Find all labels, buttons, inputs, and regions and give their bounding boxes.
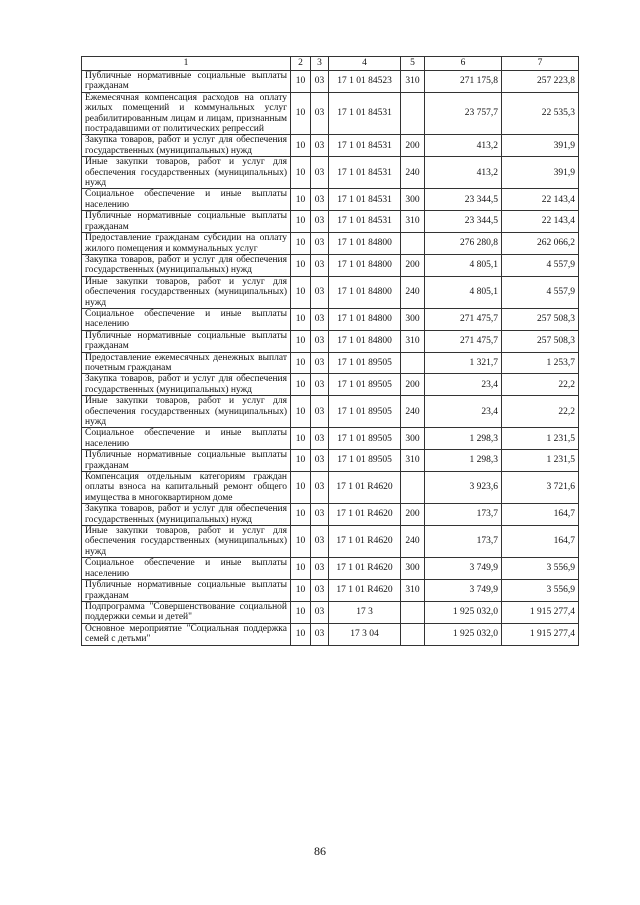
section-cell: 10 bbox=[291, 558, 311, 580]
section-cell: 10 bbox=[291, 450, 311, 472]
amount-cell-7: 1 231,5 bbox=[502, 450, 579, 472]
section-cell: 10 bbox=[291, 92, 311, 135]
subsection-cell: 03 bbox=[311, 396, 329, 428]
amount-cell-6: 173,7 bbox=[425, 526, 502, 558]
target-article-cell: 17 1 01 84800 bbox=[329, 254, 401, 276]
target-article-cell: 17 1 01 89505 bbox=[329, 450, 401, 472]
amount-cell-7: 1 253,7 bbox=[502, 352, 579, 374]
expense-type-cell bbox=[401, 601, 425, 623]
subsection-cell: 03 bbox=[311, 580, 329, 602]
target-article-cell: 17 1 01 84531 bbox=[329, 92, 401, 135]
expense-type-cell bbox=[401, 472, 425, 504]
amount-cell-6: 23 344,5 bbox=[425, 189, 502, 211]
subsection-cell: 03 bbox=[311, 352, 329, 374]
expense-type-cell: 310 bbox=[401, 580, 425, 602]
section-cell: 10 bbox=[291, 135, 311, 157]
section-cell: 10 bbox=[291, 472, 311, 504]
expense-type-cell: 200 bbox=[401, 504, 425, 526]
amount-cell-6: 276 280,8 bbox=[425, 233, 502, 255]
amount-cell-6: 413,2 bbox=[425, 135, 502, 157]
amount-cell-6: 4 805,1 bbox=[425, 276, 502, 308]
expense-type-cell: 300 bbox=[401, 428, 425, 450]
description-cell: Публичные нормативные социальные выплаты гражданам bbox=[82, 580, 291, 602]
amount-cell-6: 1 298,3 bbox=[425, 450, 502, 472]
subsection-cell: 03 bbox=[311, 428, 329, 450]
description-cell: Закупка товаров, работ и услуг для обеспечения государственных (муниципальных) нужд bbox=[82, 374, 291, 396]
description-cell: Публичные нормативные социальные выплаты гражданам bbox=[82, 71, 291, 93]
section-cell: 10 bbox=[291, 526, 311, 558]
expense-type-cell: 200 bbox=[401, 374, 425, 396]
target-article-cell: 17 1 01 R4620 bbox=[329, 526, 401, 558]
amount-cell-6: 173,7 bbox=[425, 504, 502, 526]
target-article-cell: 17 3 bbox=[329, 601, 401, 623]
subsection-cell: 03 bbox=[311, 308, 329, 330]
amount-cell-6: 1 925 032,0 bbox=[425, 623, 502, 645]
target-article-cell: 17 1 01 84800 bbox=[329, 233, 401, 255]
amount-cell-7: 391,9 bbox=[502, 157, 579, 189]
amount-cell-7: 22 535,3 bbox=[502, 92, 579, 135]
subsection-cell: 03 bbox=[311, 558, 329, 580]
target-article-cell: 17 1 01 84800 bbox=[329, 276, 401, 308]
subsection-cell: 03 bbox=[311, 504, 329, 526]
table-row bbox=[82, 601, 579, 623]
amount-cell-7: 22,2 bbox=[502, 374, 579, 396]
amount-cell-7: 3 721,6 bbox=[502, 472, 579, 504]
expense-type-cell bbox=[401, 92, 425, 135]
table-row bbox=[82, 580, 579, 602]
amount-cell-6: 1 321,7 bbox=[425, 352, 502, 374]
description-cell: Публичные нормативные социальные выплаты гражданам bbox=[82, 450, 291, 472]
amount-cell-6: 23,4 bbox=[425, 396, 502, 428]
section-cell: 10 bbox=[291, 352, 311, 374]
expense-type-cell bbox=[401, 233, 425, 255]
amount-cell-6: 3 749,9 bbox=[425, 558, 502, 580]
subsection-cell: 03 bbox=[311, 450, 329, 472]
description-cell: Социальное обеспечение и иные выплаты населению bbox=[82, 189, 291, 211]
section-cell: 10 bbox=[291, 189, 311, 211]
table-row bbox=[82, 189, 579, 211]
table-row bbox=[82, 558, 579, 580]
description-cell: Социальное обеспечение и иные выплаты населению bbox=[82, 308, 291, 330]
target-article-cell: 17 1 01 84800 bbox=[329, 330, 401, 352]
target-article-cell: 17 1 01 89505 bbox=[329, 428, 401, 450]
expense-type-cell: 300 bbox=[401, 308, 425, 330]
amount-cell-6: 3 923,6 bbox=[425, 472, 502, 504]
amount-cell-7: 257 508,3 bbox=[502, 330, 579, 352]
subsection-cell: 03 bbox=[311, 157, 329, 189]
table-row bbox=[82, 396, 579, 428]
section-cell: 10 bbox=[291, 428, 311, 450]
table-row bbox=[82, 233, 579, 255]
expense-type-cell bbox=[401, 352, 425, 374]
amount-cell-7: 257 223,8 bbox=[502, 71, 579, 93]
section-cell: 10 bbox=[291, 211, 311, 233]
expense-type-cell: 240 bbox=[401, 396, 425, 428]
table-row bbox=[82, 92, 579, 135]
amount-cell-7: 1 915 277,4 bbox=[502, 601, 579, 623]
amount-cell-7: 22 143,4 bbox=[502, 189, 579, 211]
target-article-cell: 17 1 01 84531 bbox=[329, 135, 401, 157]
expense-type-cell: 300 bbox=[401, 558, 425, 580]
page-number: 86 bbox=[314, 844, 326, 858]
target-article-cell: 17 1 01 89505 bbox=[329, 352, 401, 374]
expense-type-cell: 240 bbox=[401, 157, 425, 189]
table-row bbox=[82, 450, 579, 472]
description-cell: Иные закупки товаров, работ и услуг для обеспечения государственных (муниципальных) нужд bbox=[82, 396, 291, 428]
amount-cell-7: 4 557,9 bbox=[502, 276, 579, 308]
amount-cell-6: 271 475,7 bbox=[425, 330, 502, 352]
amount-cell-6: 1 298,3 bbox=[425, 428, 502, 450]
expense-type-cell: 240 bbox=[401, 526, 425, 558]
table-row bbox=[82, 428, 579, 450]
table-row bbox=[82, 308, 579, 330]
table-row bbox=[82, 211, 579, 233]
section-cell: 10 bbox=[291, 504, 311, 526]
description-cell: Иные закупки товаров, работ и услуг для обеспечения государственных (муниципальных) нужд bbox=[82, 157, 291, 189]
amount-cell-7: 164,7 bbox=[502, 504, 579, 526]
table-row bbox=[82, 254, 579, 276]
description-cell: Ежемесячная компенсация расходов на оплату жилых помещений и коммунальных услуг реабилитированным лицам и лицам, признанным пострадавшими от политических репрессий bbox=[82, 92, 291, 135]
amount-cell-7: 1 231,5 bbox=[502, 428, 579, 450]
description-cell: Компенсация отдельным категориям граждан оплаты взноса на капитальный ремонт общего имущества в многоквартирном доме bbox=[82, 472, 291, 504]
target-article-cell: 17 1 01 R4620 bbox=[329, 580, 401, 602]
table-row bbox=[82, 504, 579, 526]
expense-type-cell: 300 bbox=[401, 189, 425, 211]
amount-cell-7: 3 556,9 bbox=[502, 558, 579, 580]
subsection-cell: 03 bbox=[311, 233, 329, 255]
amount-cell-7: 3 556,9 bbox=[502, 580, 579, 602]
table-row bbox=[82, 71, 579, 93]
section-cell: 10 bbox=[291, 623, 311, 645]
table-row bbox=[82, 472, 579, 504]
subsection-cell: 03 bbox=[311, 211, 329, 233]
description-cell: Социальное обеспечение и иные выплаты населению bbox=[82, 428, 291, 450]
amount-cell-7: 257 508,3 bbox=[502, 308, 579, 330]
amount-cell-6: 23 344,5 bbox=[425, 211, 502, 233]
subsection-cell: 03 bbox=[311, 71, 329, 93]
table-row bbox=[82, 157, 579, 189]
expense-type-cell: 240 bbox=[401, 276, 425, 308]
description-cell: Иные закупки товаров, работ и услуг для обеспечения государственных (муниципальных) нужд bbox=[82, 526, 291, 558]
description-cell: Предоставление гражданам субсидии на оплату жилого помещения и коммунальных услуг bbox=[82, 233, 291, 255]
amount-cell-7: 22,2 bbox=[502, 396, 579, 428]
subsection-cell: 03 bbox=[311, 254, 329, 276]
amount-cell-7: 262 066,2 bbox=[502, 233, 579, 255]
target-article-cell: 17 1 01 84800 bbox=[329, 308, 401, 330]
table-row bbox=[82, 526, 579, 558]
subsection-cell: 03 bbox=[311, 330, 329, 352]
target-article-cell: 17 1 01 84531 bbox=[329, 211, 401, 233]
subsection-cell: 03 bbox=[311, 623, 329, 645]
amount-cell-7: 391,9 bbox=[502, 135, 579, 157]
column-header: 5 bbox=[401, 57, 425, 71]
amount-cell-6: 413,2 bbox=[425, 157, 502, 189]
expense-type-cell: 310 bbox=[401, 71, 425, 93]
expense-type-cell bbox=[401, 623, 425, 645]
description-cell: Закупка товаров, работ и услуг для обеспечения государственных (муниципальных) нужд bbox=[82, 504, 291, 526]
section-cell: 10 bbox=[291, 330, 311, 352]
description-cell: Основное мероприятие "Социальная поддержка семей с детьми" bbox=[82, 623, 291, 645]
target-article-cell: 17 1 01 84531 bbox=[329, 189, 401, 211]
description-cell: Иные закупки товаров, работ и услуг для обеспечения государственных (муниципальных) нужд bbox=[82, 276, 291, 308]
section-cell: 10 bbox=[291, 374, 311, 396]
target-article-cell: 17 3 04 bbox=[329, 623, 401, 645]
subsection-cell: 03 bbox=[311, 135, 329, 157]
description-cell: Предоставление ежемесячных денежных выплат почетным гражданам bbox=[82, 352, 291, 374]
section-cell: 10 bbox=[291, 157, 311, 189]
amount-cell-7: 4 557,9 bbox=[502, 254, 579, 276]
description-cell: Публичные нормативные социальные выплаты гражданам bbox=[82, 211, 291, 233]
amount-cell-6: 4 805,1 bbox=[425, 254, 502, 276]
amount-cell-6: 271 475,7 bbox=[425, 308, 502, 330]
expense-type-cell: 310 bbox=[401, 211, 425, 233]
expense-type-cell: 310 bbox=[401, 330, 425, 352]
target-article-cell: 17 1 01 R4620 bbox=[329, 472, 401, 504]
description-cell: Закупка товаров, работ и услуг для обеспечения государственных (муниципальных) нужд bbox=[82, 254, 291, 276]
description-cell: Закупка товаров, работ и услуг для обеспечения государственных (муниципальных) нужд bbox=[82, 135, 291, 157]
section-cell: 10 bbox=[291, 71, 311, 93]
section-cell: 10 bbox=[291, 601, 311, 623]
column-header: 6 bbox=[425, 57, 502, 71]
table-row bbox=[82, 135, 579, 157]
section-cell: 10 bbox=[291, 308, 311, 330]
amount-cell-6: 1 925 032,0 bbox=[425, 601, 502, 623]
target-article-cell: 17 1 01 R4620 bbox=[329, 558, 401, 580]
subsection-cell: 03 bbox=[311, 92, 329, 135]
column-header: 2 bbox=[291, 57, 311, 71]
description-cell: Публичные нормативные социальные выплаты гражданам bbox=[82, 330, 291, 352]
subsection-cell: 03 bbox=[311, 601, 329, 623]
subsection-cell: 03 bbox=[311, 526, 329, 558]
table-row bbox=[82, 623, 579, 645]
column-header: 4 bbox=[329, 57, 401, 71]
column-header: 1 bbox=[82, 57, 291, 71]
table-row bbox=[82, 330, 579, 352]
amount-cell-7: 1 915 277,4 bbox=[502, 623, 579, 645]
amount-cell-6: 23 757,7 bbox=[425, 92, 502, 135]
amount-cell-7: 22 143,4 bbox=[502, 211, 579, 233]
column-header: 3 bbox=[311, 57, 329, 71]
description-cell: Подпрограмма "Совершенствование социальной поддержки семьи и детей" bbox=[82, 601, 291, 623]
section-cell: 10 bbox=[291, 254, 311, 276]
target-article-cell: 17 1 01 R4620 bbox=[329, 504, 401, 526]
target-article-cell: 17 1 01 89505 bbox=[329, 374, 401, 396]
amount-cell-6: 271 175,8 bbox=[425, 71, 502, 93]
target-article-cell: 17 1 01 84531 bbox=[329, 157, 401, 189]
description-cell: Социальное обеспечение и иные выплаты населению bbox=[82, 558, 291, 580]
budget-table bbox=[81, 56, 579, 646]
subsection-cell: 03 bbox=[311, 189, 329, 211]
table-row bbox=[82, 374, 579, 396]
target-article-cell: 17 1 01 89505 bbox=[329, 396, 401, 428]
column-header: 7 bbox=[502, 57, 579, 71]
subsection-cell: 03 bbox=[311, 472, 329, 504]
expense-type-cell: 200 bbox=[401, 135, 425, 157]
amount-cell-6: 23,4 bbox=[425, 374, 502, 396]
subsection-cell: 03 bbox=[311, 374, 329, 396]
amount-cell-6: 3 749,9 bbox=[425, 580, 502, 602]
header-row bbox=[82, 57, 579, 71]
table-row bbox=[82, 352, 579, 374]
amount-cell-7: 164,7 bbox=[502, 526, 579, 558]
expense-type-cell: 310 bbox=[401, 450, 425, 472]
section-cell: 10 bbox=[291, 233, 311, 255]
expense-type-cell: 200 bbox=[401, 254, 425, 276]
section-cell: 10 bbox=[291, 396, 311, 428]
section-cell: 10 bbox=[291, 580, 311, 602]
subsection-cell: 03 bbox=[311, 276, 329, 308]
target-article-cell: 17 1 01 84523 bbox=[329, 71, 401, 93]
table-row bbox=[82, 276, 579, 308]
section-cell: 10 bbox=[291, 276, 311, 308]
